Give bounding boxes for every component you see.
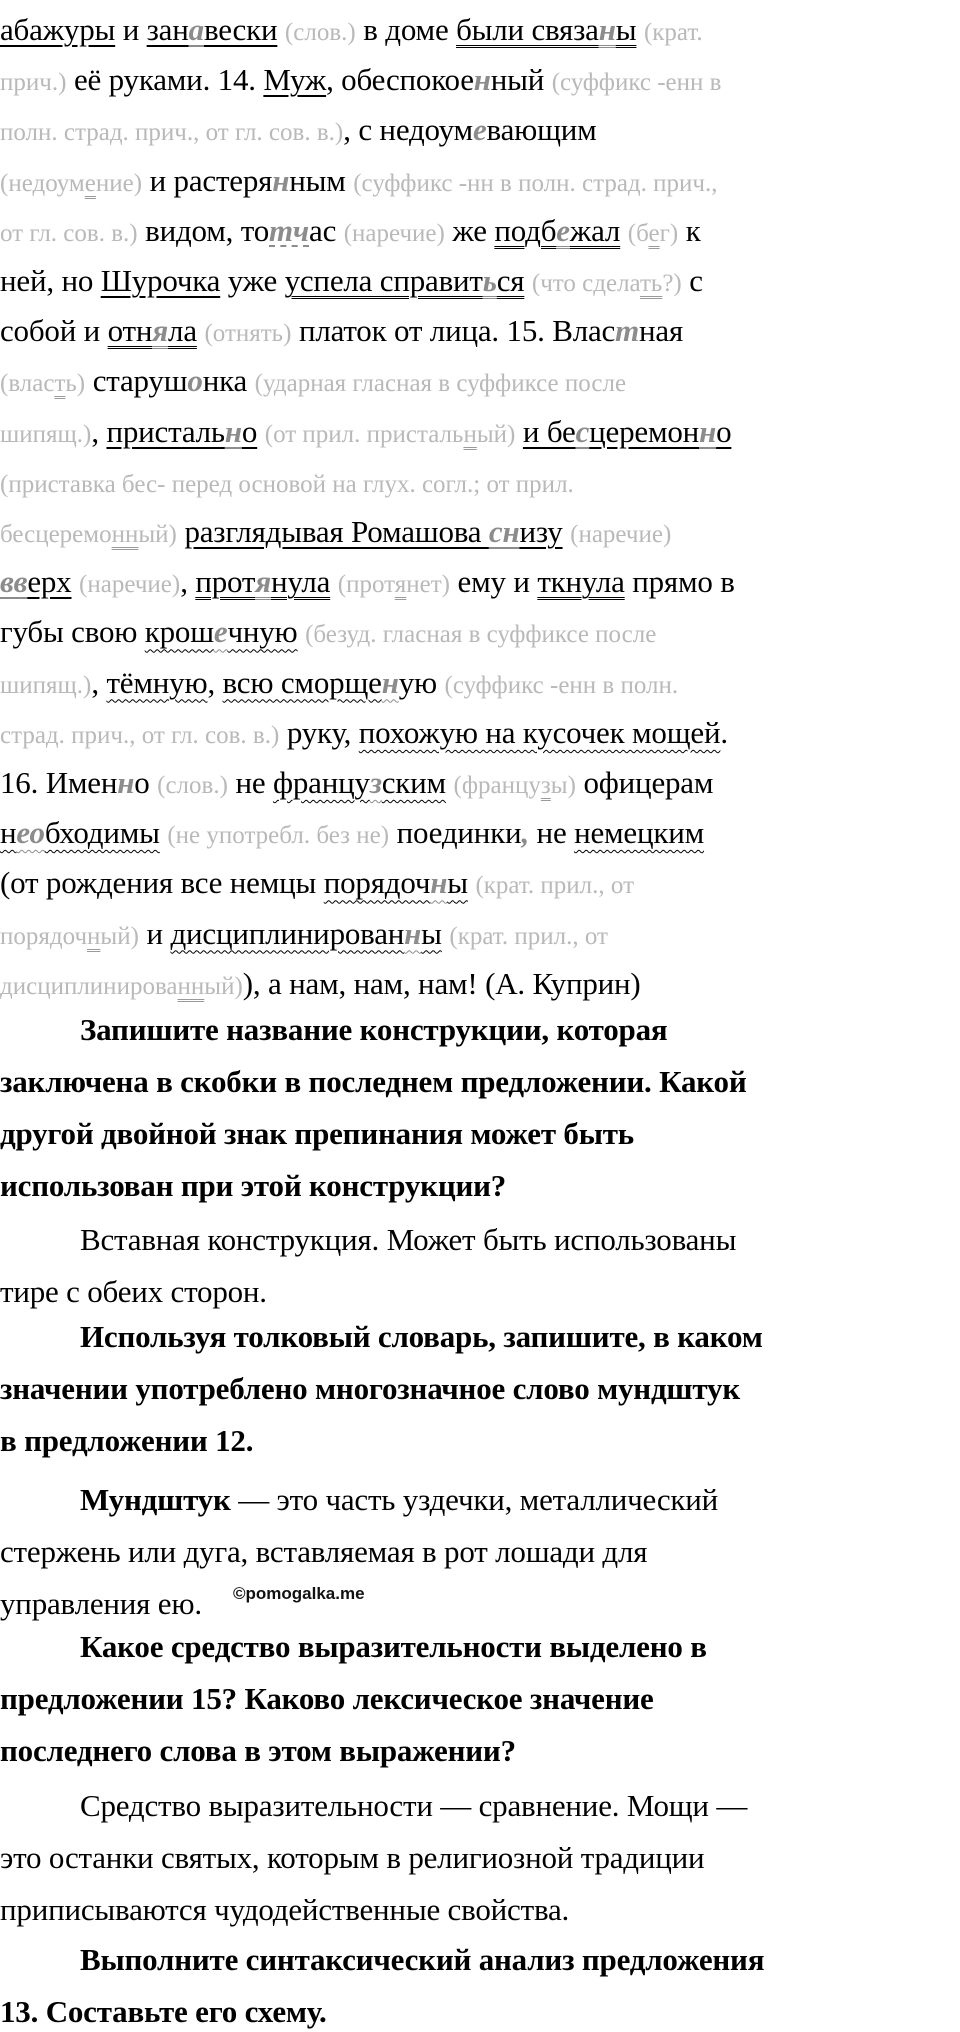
text-fragment: н	[272, 162, 290, 198]
text-fragment: с	[681, 263, 703, 298]
text-fragment: собой и	[0, 313, 108, 349]
annotation-note: з	[540, 772, 551, 799]
text-fragment	[336, 213, 344, 248]
text-fragment: ,	[180, 564, 196, 600]
text-fragment: отн	[107, 313, 153, 349]
annotation-note: (наречие)	[343, 219, 445, 247]
text-fragment: платок от лица. 15. Влас	[291, 313, 616, 349]
annotation-note: (что сдела	[531, 270, 640, 297]
passage-line	[0, 161, 717, 204]
text-fragment: немецким	[574, 815, 705, 851]
text-fragment: успела справит	[284, 263, 483, 298]
text-fragment: з	[369, 765, 382, 800]
text-fragment: не	[227, 765, 273, 800]
text-fragment: ерх	[27, 564, 72, 600]
text-fragment: н	[0, 815, 17, 851]
annotation-note: (влас	[0, 370, 55, 398]
passage-line	[0, 612, 656, 655]
text-fragment: сн	[488, 514, 520, 549]
passage-line	[0, 562, 735, 605]
text-fragment: присталь	[106, 413, 225, 449]
answer-line	[0, 1838, 704, 1878]
text-fragment: ,	[521, 815, 529, 851]
annotation-note: ?)	[662, 270, 682, 297]
line-text: это останки святых, которым в религиозной традиции	[0, 1840, 705, 1875]
text-fragment: же	[444, 212, 495, 248]
answer-line	[0, 1890, 569, 1930]
text-fragment: ему и	[449, 564, 538, 600]
passage-line	[0, 914, 608, 957]
line-text: Выполните синтаксический анализ предложения	[80, 1942, 765, 1977]
text-fragment: поединки	[389, 815, 522, 851]
text-fragment: прот	[195, 564, 256, 600]
line-text: в предложении 12.	[0, 1423, 254, 1458]
passage-line	[0, 813, 704, 856]
annotation-note: ь)	[65, 370, 86, 398]
text-fragment: н	[598, 12, 616, 47]
text-fragment: францу	[272, 765, 370, 800]
line-text: 13. Составьте его схему.	[0, 1994, 327, 2029]
annotation-note: (от прил. присталь	[264, 420, 464, 448]
text-fragment: тёмную	[106, 664, 208, 700]
text-fragment: жал	[569, 212, 621, 248]
text-fragment: уже	[220, 263, 285, 298]
text-fragment: и растеря	[142, 162, 273, 198]
line-text: приписываются чудодейственные свойства.	[0, 1892, 570, 1927]
annotation-note: (слов.)	[284, 19, 356, 46]
text-fragment: видом, то	[137, 212, 270, 248]
text-fragment: офицерам	[575, 765, 714, 800]
text-fragment: Муж	[263, 62, 327, 98]
annotation-note: н	[463, 420, 477, 448]
text-fragment: о	[187, 363, 203, 399]
text-fragment: ,	[207, 664, 223, 700]
text-fragment: ским	[381, 765, 446, 800]
question-line	[0, 1062, 747, 1102]
text-fragment: абажуры	[0, 12, 116, 47]
line-text: Запишите название конструкции, которая	[80, 1012, 668, 1047]
annotation-note: (крат. прил., от	[475, 872, 634, 900]
text-fragment: подб	[494, 212, 557, 248]
text-fragment: губы свою	[0, 614, 145, 650]
text-fragment: ы	[615, 12, 637, 47]
annotation-note: нн	[111, 521, 139, 548]
text-fragment: ла	[168, 313, 197, 349]
annotation-note: нет)	[406, 571, 450, 599]
annotation-note: страд. прич., от гл. сов. в.)	[0, 721, 280, 749]
annotation-note: от гл. сов. в.)	[0, 219, 138, 247]
answer-line	[0, 1220, 736, 1260]
line-text: значении употреблено многозначное слово мундштук	[0, 1371, 740, 1406]
text-fragment: ная	[639, 313, 684, 349]
text-fragment	[330, 564, 338, 599]
text-fragment	[446, 765, 454, 800]
question-line	[0, 1627, 707, 1667]
text-fragment	[298, 614, 306, 649]
annotation-note: (отнять)	[204, 320, 292, 348]
passage-line	[0, 462, 574, 505]
text-fragment: н	[381, 664, 399, 700]
annotation-note: (ударная гласная в суффиксе после	[254, 370, 627, 398]
annotation-note: ый)	[138, 521, 177, 548]
annotation-note: н	[87, 922, 101, 950]
question-line	[0, 1421, 253, 1461]
text-fragment: я	[152, 313, 169, 349]
answer-line	[0, 1272, 267, 1312]
text-fragment: о	[134, 765, 158, 800]
annotation-note: (наречие)	[570, 521, 672, 548]
line-text: предложении 15? Каково лексическое значение	[0, 1681, 654, 1716]
line-text: заключена в скобки в последнем предложении. Какой	[0, 1064, 747, 1099]
annotation-note: (наречие)	[79, 571, 181, 599]
line-text: другой двойной знак препинания может быть	[0, 1116, 634, 1151]
text-fragment: ы	[447, 865, 468, 901]
annotation-note: ый)	[204, 972, 243, 1000]
passage-line	[0, 110, 597, 153]
passage-line	[0, 361, 626, 404]
passage-line	[0, 663, 678, 706]
question-line	[0, 1731, 516, 1771]
question-line	[0, 1114, 634, 1154]
answer-line	[0, 1786, 747, 1826]
line-text: управления ею.	[0, 1586, 202, 1621]
text-fragment: вв	[0, 564, 28, 600]
text-fragment: е	[472, 112, 487, 148]
annotation-note: порядоч	[0, 922, 88, 950]
annotation-note: шипящ.)	[0, 420, 92, 448]
text-fragment	[437, 665, 445, 700]
annotation-note: (крат. прил., от	[449, 922, 608, 950]
text-fragment: руку,	[279, 714, 359, 750]
text-fragment: ь	[482, 263, 497, 298]
text-fragment	[277, 12, 285, 47]
watermark: ©pomogalka.me	[233, 1584, 365, 1603]
passage-line	[0, 10, 703, 53]
text-fragment: и бе	[522, 413, 576, 449]
text-fragment: е	[556, 212, 570, 248]
text-fragment: не	[529, 815, 575, 851]
text-fragment: н	[117, 765, 135, 800]
text-fragment: разглядывая Ромашова	[184, 514, 489, 549]
text-fragment: н	[404, 915, 422, 951]
text-fragment: е	[213, 614, 228, 650]
question-line	[0, 1010, 667, 1050]
text-fragment	[524, 263, 532, 298]
annotation-note: (слов.)	[157, 772, 228, 799]
passage-line	[0, 311, 683, 354]
passage-line	[0, 60, 721, 103]
text-fragment: и	[115, 12, 147, 47]
text-fragment: прямо в	[624, 564, 735, 600]
text-fragment: н	[473, 62, 491, 98]
passage-line	[0, 512, 671, 555]
text-fragment	[71, 564, 79, 599]
answer-line	[0, 1480, 718, 1520]
text-fragment: похожую на кусочек мощей	[358, 714, 721, 750]
text-fragment: н	[224, 413, 242, 449]
annotation-note: полн. страд. прич., от гл. сов. в.)	[0, 119, 344, 147]
text-fragment: , с недоум	[343, 112, 473, 148]
text-fragment: зан	[146, 12, 189, 47]
line-text: тире с обеих сторон.	[0, 1274, 267, 1309]
text-fragment: всю сморще	[222, 664, 382, 700]
text-fragment: бходимы	[44, 815, 160, 851]
annotation-note: нн	[177, 972, 205, 1000]
text-fragment: вески	[203, 12, 278, 47]
line-text: Средство выразительности — сравнение. Мощи —	[80, 1788, 748, 1823]
line-text: — это часть уздечки, металлический	[230, 1482, 719, 1517]
text-fragment: изу	[519, 514, 563, 549]
text-fragment: ы	[421, 915, 442, 951]
text-fragment	[515, 414, 523, 449]
line-text: стержень или дуга, вставляемая в рот лошади для	[0, 1534, 648, 1569]
annotation-note: я	[394, 571, 407, 599]
annotation-note: (прот	[337, 571, 395, 599]
text-fragment: нка	[202, 363, 255, 399]
text-fragment: я	[255, 564, 272, 600]
annotation-note: дисциплинирова	[0, 972, 178, 1000]
text-fragment: (от рождения все немцы	[0, 865, 324, 901]
line-text: последнего слова в этом выражении?	[0, 1733, 516, 1768]
annotation-note: (суффикс -енн в	[551, 69, 722, 97]
passage-line	[0, 863, 634, 906]
annotation-note: прич.)	[0, 69, 67, 97]
text-fragment: ас	[309, 212, 337, 248]
passage-line	[0, 713, 728, 756]
text-fragment: ,	[91, 664, 107, 700]
question-line	[0, 1369, 740, 1409]
annotation-note: (суффикс -енн в полн.	[444, 671, 679, 699]
text-fragment: ный	[490, 62, 552, 98]
text-fragment: к	[678, 212, 701, 248]
text-fragment: ео	[16, 815, 45, 851]
annotation-note: т	[54, 370, 66, 398]
text-fragment: ся	[496, 263, 525, 298]
text-fragment: о	[241, 413, 258, 449]
question-line	[0, 1992, 327, 2032]
text-fragment: и	[138, 915, 171, 951]
annotation-note: г)	[659, 219, 679, 247]
text-fragment: ), а нам, нам, нам! (А. Куприн)	[242, 965, 641, 1001]
line-text: Используя толковый словарь, запишите, в каком	[80, 1319, 763, 1354]
text-fragment: её руками. 14.	[66, 62, 264, 98]
text-fragment: ,	[91, 413, 107, 449]
text-fragment: были связа	[456, 12, 599, 47]
answer-line	[0, 1532, 647, 1572]
text-fragment	[563, 514, 571, 549]
question-line	[0, 1940, 764, 1980]
question-line	[0, 1317, 763, 1357]
answer-line	[0, 1584, 202, 1624]
term-headword: Мундштук	[80, 1482, 231, 1517]
annotation-note: е	[648, 219, 660, 247]
text-fragment: вающим	[486, 112, 597, 148]
text-fragment: в доме	[355, 12, 457, 47]
passage-line	[0, 964, 641, 1007]
text-fragment: старуш	[85, 363, 188, 399]
text-fragment: с	[575, 413, 590, 449]
text-fragment: порядоч	[323, 865, 431, 901]
line-text: использован при этой конструкции?	[0, 1168, 507, 1203]
text-fragment: церемон	[589, 413, 700, 449]
passage-line	[0, 261, 703, 304]
text-fragment: нула	[271, 564, 331, 600]
passage-line	[0, 763, 713, 806]
text-fragment	[636, 12, 644, 47]
text-fragment: 16. Имен	[0, 765, 118, 800]
annotation-note: бесцеремо	[0, 521, 112, 548]
annotation-note: е	[84, 169, 96, 197]
annotation-note: (б	[627, 219, 649, 247]
annotation-note: (францу	[453, 772, 541, 799]
passage-line	[0, 412, 731, 455]
annotation-note: (не употребл. без не)	[167, 822, 390, 850]
text-fragment: н	[430, 865, 448, 901]
annotation-note: ый)	[476, 420, 516, 448]
passage-line	[0, 211, 701, 254]
text-fragment: .	[720, 714, 728, 750]
question-line	[0, 1679, 654, 1719]
text-fragment: Шурочка	[100, 263, 221, 298]
annotation-note: ние)	[95, 169, 143, 197]
text-fragment: ным	[289, 162, 354, 198]
annotation-note: (суффикс -нн в полн. страд. прич.,	[353, 169, 718, 197]
text-fragment: чную	[227, 614, 298, 650]
text-fragment: о	[716, 413, 732, 449]
annotation-note: шипящ.)	[0, 671, 92, 699]
text-fragment: ую	[398, 664, 437, 700]
question-line	[0, 1166, 506, 1206]
text-fragment: а	[188, 12, 204, 47]
annotation-note: ый)	[100, 922, 139, 950]
text-fragment: н	[699, 413, 717, 449]
text-fragment: ней, но	[0, 263, 101, 298]
text-fragment: крош	[144, 614, 214, 650]
annotation-note: (безуд. гласная в суффиксе после	[305, 621, 657, 649]
text-fragment: тч	[269, 212, 310, 248]
line-text: Какое средство выразительности выделено в	[80, 1629, 707, 1664]
annotation-note: ть	[640, 270, 663, 297]
text-fragment: , обеспокое	[326, 62, 474, 98]
text-fragment: дисциплинирован	[170, 915, 405, 951]
line-text: Вставная конструкция. Может быть использованы	[80, 1222, 737, 1257]
annotation-note: (крат.	[643, 19, 703, 46]
annotation-note: ы)	[550, 772, 576, 799]
text-fragment	[257, 414, 265, 449]
text-fragment: т	[615, 313, 640, 349]
annotation-note: (недоум	[0, 169, 85, 197]
text-fragment	[620, 213, 628, 248]
text-fragment: ткнула	[537, 564, 625, 600]
annotation-note: (приставка бес- перед основой на глух. согл.; от прил.	[0, 470, 574, 498]
